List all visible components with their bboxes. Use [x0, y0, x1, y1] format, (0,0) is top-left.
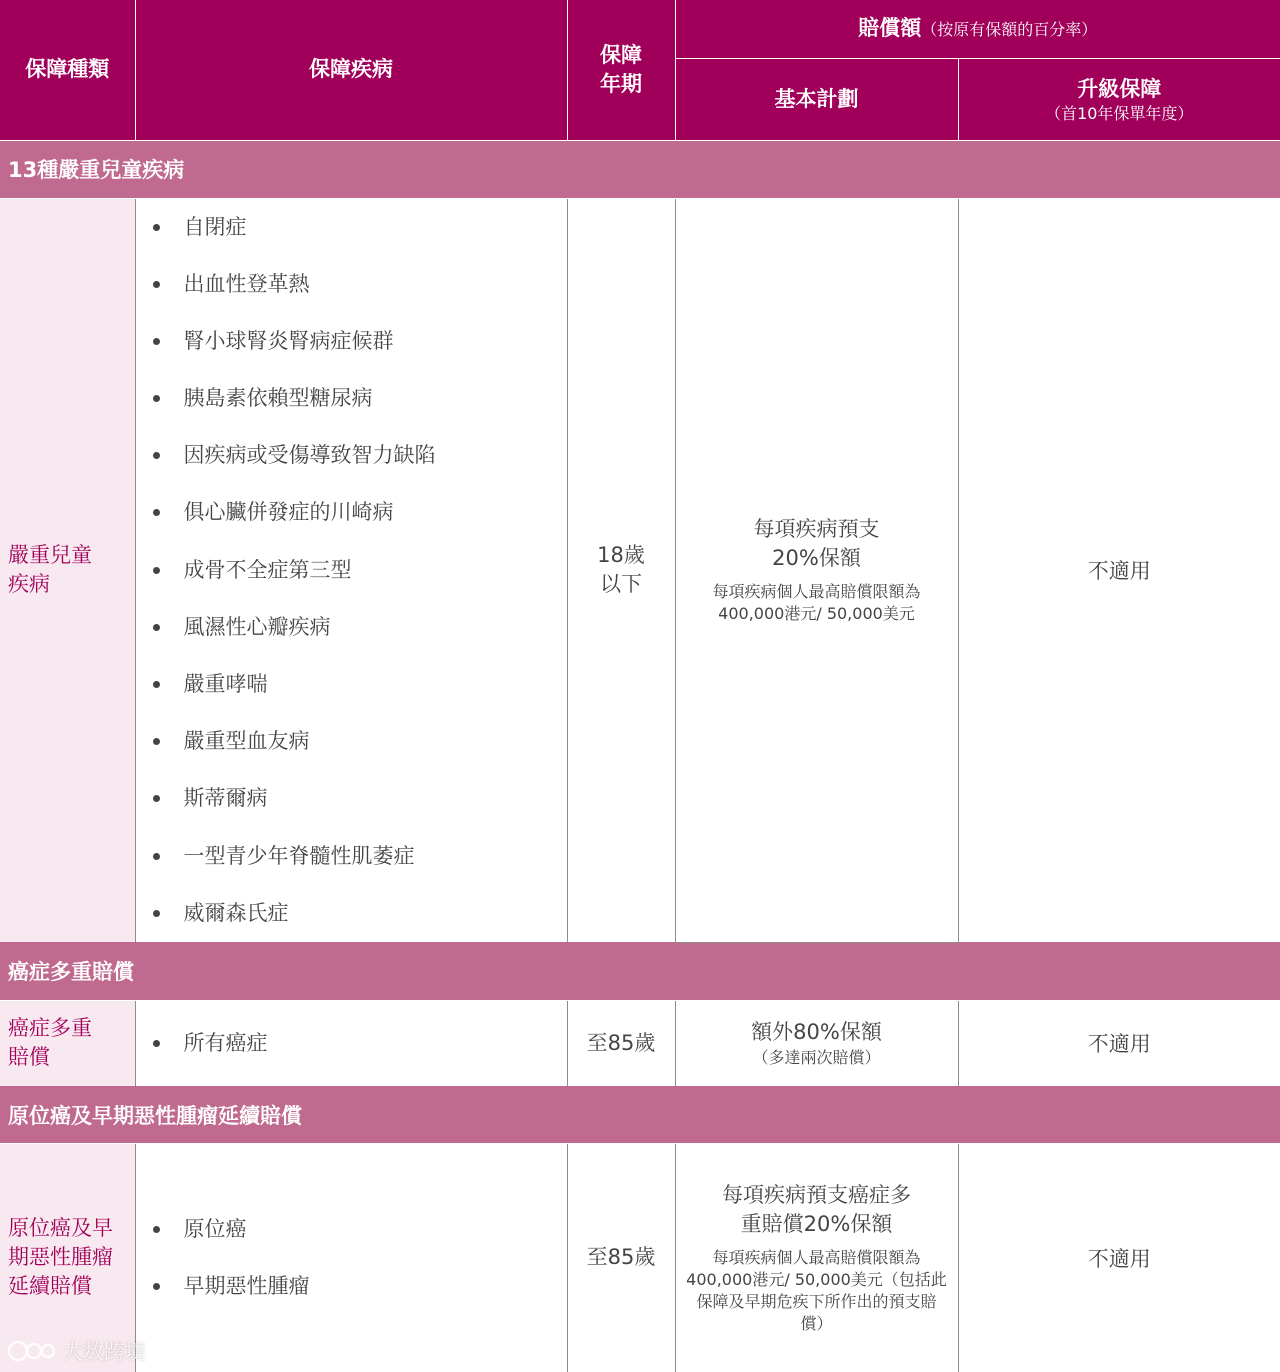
category-label: 嚴重兒童疾病 — [8, 541, 108, 599]
disease-list-carcinoma — [135, 1144, 567, 1372]
upgrade-cancer: 不適用 — [958, 1000, 1280, 1086]
disease-list-cancer — [135, 1000, 567, 1086]
watermark-logo-icon — [6, 1338, 58, 1364]
list-item: 腎小球腎炎腎病症候群 — [136, 313, 567, 370]
watermark — [6, 1336, 146, 1366]
header-diseases: 保障疾病 — [135, 0, 567, 140]
header-compensation — [675, 0, 1280, 58]
upgrade-children: 不適用 — [958, 198, 1280, 942]
basic-plan-note: （多達兩次賠償） — [676, 1047, 958, 1069]
header-compensation-note: （按原有保額的百分率） — [921, 20, 1097, 39]
header-basic-plan: 基本計劃 — [675, 58, 958, 140]
basic-plan-note: 每項疾病個人最高賠償限額為400,000港元/ 50,000美元（包括此保障及早期危疾下所作出的預支賠償） — [686, 1247, 948, 1335]
list-item: 俱心臟併發症的川崎病 — [136, 484, 567, 541]
section-title-cancer-multiple: 癌症多重賠償 — [0, 942, 1280, 1000]
term-children — [567, 198, 675, 942]
category-cancer-multiple — [0, 1000, 135, 1086]
basic-plan-cancer — [675, 1000, 958, 1086]
list-item: 威爾森氏症 — [136, 885, 567, 942]
list-item: 原位癌 — [136, 1201, 567, 1258]
category-label: 原位癌及早期惡性腫瘤延續賠償 — [8, 1214, 133, 1301]
header-upgrade-label: 升級保障 — [1077, 77, 1161, 101]
header-coverage-type: 保障種類 — [0, 0, 135, 140]
list-item: 胰島素依賴型糖尿病 — [136, 370, 567, 427]
term-value: 18歲以下 — [593, 541, 649, 599]
list-item: 所有癌症 — [136, 1015, 567, 1072]
section-title-carcinoma-in-situ: 原位癌及早期惡性腫瘤延續賠償 — [0, 1086, 1280, 1144]
list-item: 風濕性心瓣疾病 — [136, 599, 567, 656]
basic-plan-main: 每項疾病預支20%保額 — [742, 515, 892, 573]
category-children — [0, 198, 135, 942]
list-item: 因疾病或受傷導致智力缺陷 — [136, 427, 567, 484]
list-item: 早期惡性腫瘤 — [136, 1258, 567, 1315]
list-item: 一型青少年脊髓性肌萎症 — [136, 828, 567, 885]
list-item: 自閉症 — [136, 199, 567, 256]
header-term-label: 保障年期 — [596, 41, 646, 99]
list-item: 嚴重型血友病 — [136, 713, 567, 770]
basic-plan-children — [675, 198, 958, 942]
watermark-text: 大数跨境 — [62, 1336, 146, 1366]
term-carcinoma: 至85歲 — [567, 1144, 675, 1372]
header-upgrade — [958, 58, 1280, 140]
section-title-children: 13種嚴重兒童疾病 — [0, 140, 1280, 198]
list-item: 嚴重哮喘 — [136, 656, 567, 713]
header-term — [567, 0, 675, 140]
upgrade-carcinoma: 不適用 — [958, 1144, 1280, 1372]
basic-plan-main: 額外80%保額 — [676, 1018, 958, 1047]
header-compensation-label: 賠償額 — [858, 16, 921, 40]
list-item: 斯蒂爾病 — [136, 770, 567, 827]
disease-list-children — [135, 198, 567, 942]
list-item: 成骨不全症第三型 — [136, 542, 567, 599]
header-upgrade-note: （首10年保單年度） — [959, 104, 1280, 124]
basic-plan-note: 每項疾病個人最高賠償限額為400,000港元/ 50,000美元 — [697, 581, 937, 625]
term-cancer: 至85歲 — [567, 1000, 675, 1086]
list-item: 出血性登革熱 — [136, 256, 567, 313]
basic-plan-carcinoma — [675, 1144, 958, 1372]
category-label: 癌症多重賠償 — [8, 1014, 108, 1072]
basic-plan-main: 每項疾病預支癌症多重賠償20%保額 — [717, 1181, 917, 1239]
